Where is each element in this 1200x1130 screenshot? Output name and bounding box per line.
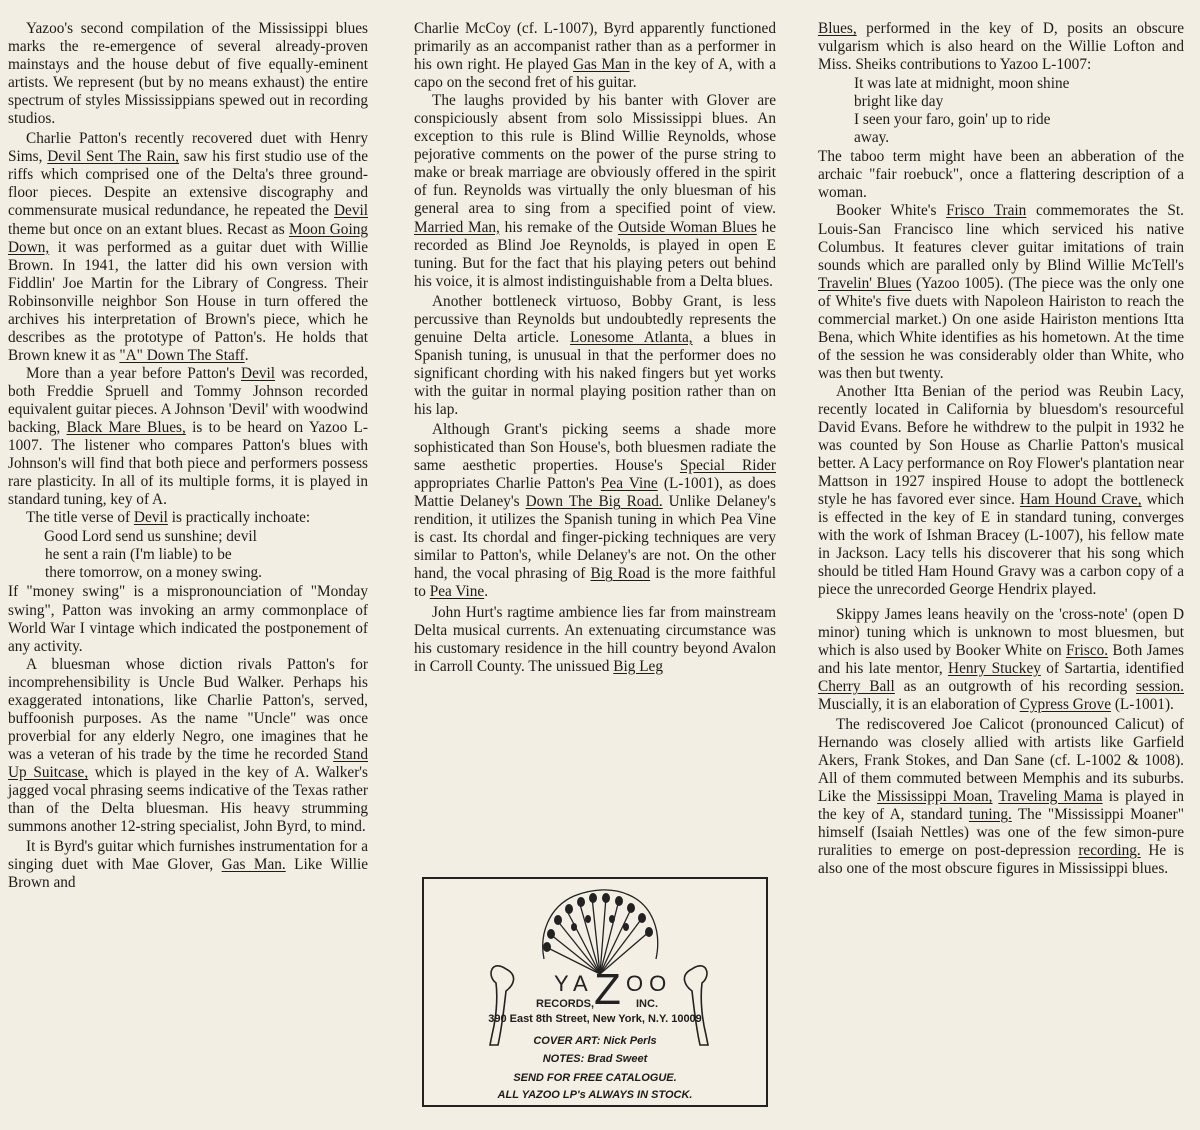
underlined-word: recording. (1078, 842, 1141, 860)
ad-catalogue: SEND FOR FREE CATALOGUE. (513, 1072, 677, 1084)
song-title: Travelin' Blues (818, 274, 912, 292)
artist-name: Henry Stuckey (948, 659, 1041, 677)
song-title: Cypress Grove (1019, 695, 1111, 713)
song-title: Married Man, (414, 218, 500, 236)
lyric-verse (44, 528, 368, 582)
song-title: Pea Vine (600, 475, 658, 493)
column-3 (818, 20, 1184, 878)
lyric-line: Good Lord send us sunshine; devil (44, 528, 257, 546)
paragraph: If "money swing" is a mispronounciation of "Monday swing", Patton was invoking an army commonplace of World War I vintage which indicated the postponement of any activity. (8, 583, 368, 655)
paragraph: John Hurt's ragtime ambience lies far from mainstream Delta musical currents. An extenuating circumstance was his customary residence in the hill country beyond Avalon in Carroll County. The unissued Big Leg (414, 603, 776, 675)
paragraph: The taboo term might have been an abberation of the archaic "fair roebuck", once a flattering description of a woman. (818, 148, 1184, 202)
paragraph: The laughs provided by his banter with Glover are conspiciously absent from solo Mississippi blues. An exception to this rule is Blind Willie Reynolds, whose pejorative comments on the power of the purse string to make or break marriage are obviously offered in the spirit of fun. Reynolds was virtually the only bluesman of his general area to sing from a specified point of view. Married Man, his remake of the Outside Woman Blues he recorded as Blind Joe Reynolds, is played in open E tuning. But for the fact that his playing peters out behind his voice, it is almost indistinguishable from a Delta blues. (414, 92, 777, 290)
lyric-line: It was late at midnight, moon shine (854, 75, 1070, 93)
song-title: Big Road (590, 565, 651, 583)
logo-oo: OO (626, 971, 673, 996)
column-1 (8, 20, 368, 892)
paragraph: Yazoo's second compilation of the Mississippi blues marks the re-emergence of several already-proven mainstays and the house debut of five equally-eminent artists. We represent (but by no means exhaust) the entire spectrum of styles Mississippians spewed out in recording studios. (8, 20, 368, 128)
ad-address: 390 East 8th Street, New York, N.Y. 10009 (488, 1013, 702, 1025)
yazoo-records-ad (422, 877, 768, 1107)
song-title: Frisco. (1066, 641, 1109, 659)
paragraph: Skippy James leans heavily on the 'cross-note' (open D minor) tuning which is unknown to most bluesmen, but which is also used by Booker White on Frisco. Both James and his late mentor, Henry Stuckey of Sartartia, identified Cherry Ball as an outgrowth of his recording session. Muscially, it is an elaboration of Cypress Grove (L-1001). (818, 605, 1184, 713)
paragraph: The title verse of Devil is practically inchoate: (26, 509, 311, 527)
lyric-verse (854, 75, 1184, 147)
paragraph: More than a year before Patton's Devil was recorded, both Freddie Spruell and Tommy Johnson recorded equivalent guitar pieces. A Johnson 'Devil' with woodwind backing, Black Mare Blues, is to be heard on Yazoo L-1007. The listener who compares Patton's blues with Johnson's will find that both piece and performers possess rare plasticity. In all of its multiple forms, it is played in standard tuning, key of A. (8, 364, 368, 509)
column-2 (414, 20, 776, 676)
logo-z: Z (594, 965, 621, 1014)
song-title: Lonesome Atlanta, (570, 328, 693, 346)
paragraph: Although Grant's picking seems a shade more sophisticated than Son House's, both bluesmen radiate the same aesthetic properties. House's Special Rider appropriates Charlie Patton's Pea Vine (L-1001), as does Mattie Delaney's Down The Big Road. Unlike Delaney's rendition, it utilizes the Spanish tuning in which Pea Vine is cast. Its chordal and finger-picking techniques are very similar to Patton's, while Delaney's are not. On the other hand, the vocal phrasing of Big Road is the more faithful to Pea Vine. (414, 421, 777, 601)
paragraph: A bluesman whose diction rivals Patton's for incomprehensibility is Uncle Bud Walker. Perhaps his exaggerated intonations, like Charlie Patton's, served, buffoonish purposes. As the name "Uncle" was once proverbial for any elderly Negro, one imagines that he was a veteran of his trade by the time he recorded Stand Up Suitcase, which is played in the key of A. Walker's jagged vocal phrasing seems indicative of the Texas rather than of the Delta bluesman. His heavy strumming summons another 12-string specialist, John Byrd, to mind. (8, 655, 369, 836)
left-ornament (490, 966, 514, 1045)
underlined-word: tuning. (968, 806, 1012, 824)
ad-stock: ALL YAZOO LP's ALWAYS IN STOCK. (497, 1089, 693, 1101)
song-title: Big Leg (613, 657, 663, 675)
lyric-line: there tomorrow, on a money swing. (45, 564, 262, 582)
lyric-line: he sent a rain (I'm liable) to be (45, 546, 232, 564)
song-title: Pea Vine (429, 583, 485, 601)
song-title: Down The Big Road. (525, 493, 663, 511)
paragraph: Charlie McCoy (cf. L-1007), Byrd apparently functioned primarily as an accompanist rather than as a performer in his own right. He played Gas Man in the key of A, with a capo on the second fret of his guitar. (414, 20, 776, 92)
logo-records: RECORDS, (536, 998, 595, 1010)
lyric-line: I seen your faro, goin' up to ride (854, 111, 1051, 129)
song-title: "A" Down The Staff (119, 346, 245, 364)
song-title: Cherry Ball (818, 677, 895, 695)
paragraph: Blues, performed in the key of D, posits an obscure vulgarism which is also heard on the Willie Lofton and Miss. Sheiks contributions to Yazoo L-1007: (818, 20, 1184, 74)
song-title: Frisco Train (946, 202, 1027, 220)
logo-ya: YA (554, 971, 594, 996)
song-title: Outside Woman Blues (617, 218, 757, 236)
paragraph: The rediscovered Joe Calicot (pronounced Calicut) of Hernando was closely allied with artists like Garfield Akers, Frank Stokes, and Dan Sane (cf. L-1002 & 1008). All of them commuted between Memphis and its suburbs. Like the Mississippi Moan, Traveling Mama is played in the key of A, standard tuning. The "Mississippi Moaner" himself (Isaiah Nettles) was one of the few simon-pure ruralities to emerge on post-depression recording. He is also one of the most obscure figures in Mississippi blues. (818, 715, 1184, 878)
song-title: Devil Sent The Rain, (47, 148, 179, 166)
ad-notes: NOTES: Brad Sweet (542, 1053, 648, 1065)
paragraph: Booker White's Frisco Train commemorates the St. Louis-San Francisco line which serviced his native Columbus. It features clever guitar imitations of train sounds which are paralled only by Blind Willie McTell's Travelin' Blues (Yazoo 1005). (The piece was the only one of White's five duets with Napoleon Hairiston to reach the commercial market.) On one aside Hairiston mentions Itta Bena, which White identifies as his hometown. At the time of the session he was considerably older than White, who was then but twenty. (818, 202, 1185, 382)
song-title: Gas Man (573, 56, 630, 74)
paragraph: Another bottleneck virtuoso, Bobby Grant, is less percussive than Reynolds but undoubtedly represents the genuine Delta article. Lonesome Atlanta, a blues in Spanish tuning, is unusual in that the performer does no significant chording with his naked fingers but yet works with the guitar in normal playing position rather than on his lap. (414, 292, 776, 418)
logo-inc: INC. (636, 998, 658, 1010)
song-title: Blues, (818, 20, 857, 37)
song-title: Mississippi Moan, (877, 787, 993, 805)
paragraph: Charlie Patton's recently recovered duet with Henry Sims, Devil Sent The Rain, saw his first studio use of the riffs which comprised one of the Delta's three ground-floor pieces. Despite an extensive discography and commensurate musical redundance, he repeated the Devil theme but once on an extant blues. Recast as Moon Going Down, it was performed as a guitar duet with Willie Brown. In 1941, the latter did his own version with Fiddlin' Joe Martin for the Library of Congress. Their Robinsonville neighbor Son House in turn offered the archives his interpretation of Brown's piece, which he describes as the prototype of Patton's. He holds that Brown knew it as "A" Down The Staff. (8, 130, 369, 364)
song-title: Black Mare Blues, (66, 419, 186, 437)
song-title: Stand Up Suitcase, (8, 745, 368, 781)
ad-cover-art: COVER ART: Nick Perls (533, 1035, 657, 1047)
song-title: Devil (241, 364, 276, 382)
lyric-line: away. (854, 129, 890, 147)
song-title: Traveling Mama (998, 787, 1103, 805)
song-title: Gas Man. (221, 856, 286, 874)
song-title: Devil (334, 202, 368, 220)
right-ornament (684, 966, 708, 1045)
lyric-line: bright like day (854, 93, 944, 111)
song-title: Ham Hound Crave, (1019, 491, 1142, 509)
paragraph: It is Byrd's guitar which furnishes instrumentation for a singing duet with Mae Glover, Gas Man. Like Willie Brown and (8, 838, 368, 892)
song-title: Special Rider (679, 457, 776, 475)
paragraph: Another Itta Benian of the period was Reubin Lacy, recently located in California by bluesdom's resourceful David Evans. Before he withdrew to the pulpit in 1932 he was counted by Son House as Charlie Patton's musical better. A Lacy performance on Roy Flower's plantation near Mattson in 1927 inspired House to adopt the bottleneck style he has favored ever since. Ham Hound Crave, which is effected in the key of E in standard tuning, converges with the work of Ishman Bracey (L-1007), his fellow mate in Jackson. Lacy tells his discoverer that his song which should be titled Ham Hound Gravy was a carbon copy of a piece the unrecorded George Hendrix played. (818, 382, 1184, 599)
song-title: Devil (133, 509, 168, 527)
underlined-word: session. (1135, 677, 1184, 695)
song-title: Moon Going Down, (8, 220, 368, 256)
